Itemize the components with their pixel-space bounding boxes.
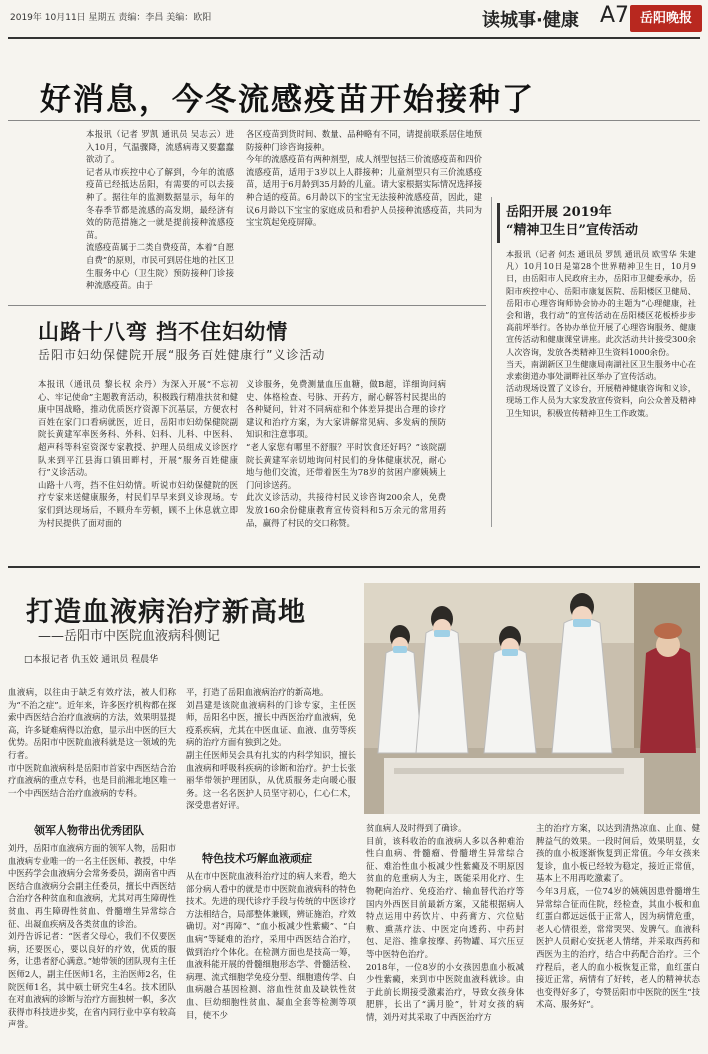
- page-header: [0, 0, 708, 38]
- article3-col1b: 刘丹，岳阳市血液病方面的领军人物，岳阳市血液病专业唯一的一名主任医师、教授，中华中医药学会血液病分会常务委员，湖南省中西医结合血液病分会副主任委员，擅长中西医结合治疗各种贫血和血液病，尤其对再生障碍性贫血、再生障碍性贫血、骨髓增生异常综合征、出凝血疾病及各类贫血的诊治。 刘丹告诉记者：“医者父母心，我们不仅要医病，还要医心，要以良好的疗效，优质的服务，让患者舒心满意。”她带领的团队现有主任医师2人，副主任医师1名，主治医师2名，住院医师1名，其中硕士研究生4名。技术团队在对血液病的诊断与治疗方面独树一帜，多次获得市科技进步奖，在省内同行业中享有较高声誉。: [8, 843, 176, 1030]
- sidebar-title: 岳阳开展 2019年 “精神卫生日”宣传活动: [506, 205, 638, 238]
- divider: [8, 566, 700, 568]
- article3-subtitle: ——岳阳市中医院血液病科侧记: [38, 629, 221, 644]
- article2-subtitle: 岳阳市妇幼保健院开展“服务百姓健康行”义诊活动: [38, 348, 326, 362]
- headline-flu-vaccine: 好消息，今冬流感疫苗开始接种了: [40, 82, 535, 118]
- divider: [8, 120, 700, 121]
- page-number: A7: [600, 3, 630, 28]
- article1-col1: 本报讯（记者 罗凯 通讯员 吴志云）进入10月，气温骤降，流感病毒又要蠢蠢欲动了。 记者从市疾控中心了解到，今年的流感疫苗已经抵达岳阳，有需要的可以去接种了。据往年的监测数据显示，每年的冬春季节都是流感的高发期，最经济有效的防范措施之一就是提前接种流感疫苗。 流感疫苗属于二类自费疫苗，本着“自愿自费”的原则，市民可到居住地的社区卫生服务中心（卫生院）预防接种门诊接种流感疫苗。由于: [86, 129, 234, 291]
- photo-illustration: [364, 583, 700, 814]
- article2-col2: 义诊服务，免费测量血压血糖，做B超，详细询问病史、体格检查、号脉、开药方，耐心解答村民提出的各种疑问，针对不同病症和个体差异提出合理的诊疗建议和治疗方案，为大家讲解常见病、多发病的预防知识和注意事项。 “老人家您有哪里不舒服？平时饮食还好吗？”该院副院长黄建军亲切地询问村民们的身体健康状况，耐心地与他们交流，还带着医生为78岁的贫困户廖姨姨上门问诊送药。 此次义诊活动，共接待村民义诊咨询200余人，免费发放160余份健康教育宣传资料和5万余元的常用药品，赢得了村民的交口称赞。: [246, 379, 446, 528]
- article2-col1: 本报讯（通讯员 黎长权 余丹）为深入开展“不忘初心、牢记使命”主题教育活动，积极践行精准扶贫和健康中国战略，推动优质医疗资源下沉基层，方便农村百姓在家门口看病就医，近日，岳阳市妇幼保健院副院长黄建军率医务科、外科、妇科、儿科、中医科、超声科等科室资深专家教授、护理人员组成义诊医疗队来到平江县海口镇田畔村，开展“服务百姓健康行”义诊活动。 山路十八弯，挡不住妇幼情。听说市妇幼保健院的医疗专家来送健康服务，村民们早早来到义诊现场。专家们到达现场后，不顾舟车劳顿，顾不上休息就立即为村民提供了面对面的: [38, 379, 238, 528]
- article3-col3: 贫血病人及时得到了确诊。 目前，该科收治的血液病人多以各种难治性白血病、骨髓瘤、骨髓增生异常综合征、难治性血小板减少性紫癜及不明原因贫血的危重病人为主，既能采用化疗、生物靶向治疗、免疫治疗、输血替代治疗等国内外西医目前最新方案，又能根据病人特点运用中药饮片、中药膏方、穴位贴敷、熏蒸疗法、中医定向透药、中药封包、足浴、推拿按摩、药物罐、耳穴压豆等中医特色治疗。 2018年，一位8岁的小女孩因患血小板减少性紫癜，来到市中医院血液科就诊。由于此前长期接受激素治疗，导致女孩身体肥胖，长出了“满月脸”，针对女孩的病情，刘丹对其采取了中西医治疗方: [366, 823, 524, 1022]
- article3-subhead-2: 特色技术巧解血液顽症: [202, 852, 312, 865]
- divider: [8, 305, 486, 306]
- sidebar-body: 本报讯（记者 何杰 通讯员 罗凯 通讯员 欧雪华 朱建凡）10月10日是第28个世界精神卫生日，10月9日，由岳阳市人民政府主办，岳阳市卫健委承办，岳阳市疾控中心、岳阳市康复医院、岳阳楼区卫健局、岳阳市心理咨询师协会协办的主题为“心理健康，社会和谐，我行动”的宣传活动在岳阳楼区花板桥步步高前坪举行。各协办单位开展了心理咨询服务、健康宣传活动和健康课堂讲座。此次活动共计接受300余人次咨询，发放各类精神卫生资料1000余份。 当天，南湖新区卫生健康局南湖社区卫生服务中心在求索街道办事处湖畔社区举办了宣传活动。 活动现场设置了义诊台，开展精神健康咨询和义诊，现场工作人员为大家发放宣传资料，向公众普及精神卫生知识，积极宣传精神卫生工作政策。: [506, 249, 696, 418]
- date-line: 2019年 10月11日 星期五 责编：李昌 美编：欧阳: [10, 13, 212, 23]
- article3-title: 打造血液病治疗新高地: [26, 597, 306, 628]
- article2-title: 山路十八弯 挡不住妇幼情: [38, 319, 289, 344]
- article3-subhead-1: 领军人物带出优秀团队: [34, 824, 144, 837]
- newspaper-logo: 岳阳晚报: [630, 5, 702, 32]
- article3-col2: 平，打造了岳阳血液病治疗的新高地。 刘昌建是该院血液病科的门诊专家，主任医师，岳阳名中医，擅长中西医治疗血液病，免疫系疾病，尤其在中医血证、血液、血劳等疾病的治疗方面有独到之处。 副主任医师吴会具有扎实的内科学知识，擅长血液病和呼吸科疾病的诊断和治疗。护士长张丽华带领护理团队，从优质服务走向暖心服务。这一名名医护人员坚守初心，仁心仁术，深受患者好评。: [186, 687, 356, 811]
- article3-col2b: 从在市中医院血液科治疗过的病人来看，绝大部分病人看中的就是市中医院血液病科的特色技术。先进的现代诊疗手段与传统的中医诊疗方法相结合，局部整体兼顾，辨证施治，疗效确切。对“再障”、“血小板减少性紫癜”、“白血病”等疑难的治疗，采用中西医结合治疗，做到治疗个体化。在检测方面也是技高一筹，血液科能开展的骨髓细胞形态学、骨髓活检、病理、流式细胞学免疫分型、细胞遗传学、白血病融合基因检测、溶血性贫血及缺铁性贫血、巨幼细胞性贫血、凝血全套等检测等项目，使不少: [186, 871, 356, 1020]
- section-title: 读城事·健康: [482, 10, 579, 31]
- article3-col4: 主的治疗方案，以达到清热凉血、止血、健脾益气的效果。一段时间后，效果明显，女孩的血小板逐渐恢复到正常值。今年女孩来复诊，血小板已经较为稳定，接近正常值，基本上不用再吃激素了。 今年3月底，一位74岁的姨姨因患骨髓增生异常综合征而住院，经检查，其血小板和血红蛋白都远远低于正常人，因为病情危重，老人心情很差，常常哭哭、发脾气。血液科医护人员耐心安抚老人情绪，并采取西药和西医为主的治疗，结合中药配合治疗。三个疗程后，老人的血小板恢复正常，血红蛋白接近正常，病情有了好转，老人的精神状态也变得好多了，夸赞岳阳市中医院的医生“技术高、服务好”。: [536, 823, 700, 1010]
- article1-col2: 各区疫苗到货时间、数量、品种略有不同，请提前联系居住地预防接种门诊咨询接种。 今年的流感疫苗有两种剂型，成人剂型包括三价流感疫苗和四价流感疫苗，适用于3岁以上人群接种；儿童剂型只有三价流感疫苗，适用于6月龄到35月龄的儿童。请大家根据实际情况选择接种合适的疫苗。6月龄以下的宝宝无法接种流感疫苗，因此，建议6月龄以下宝宝的家庭成员和看护人员接种流感疫苗，共同为宝宝筑起免疫屏障。: [246, 129, 482, 228]
- article3-col1: 血液病，以往由于缺乏有效疗法，被人们称为“不治之症”。近年来，许多医疗机构都在探索中西医结合治疗血液病的方法，效果明显提高，许多疑难病得以治愈，显示出中医的巨大优势。岳阳市中医院血液科就是这一领域的先行者。 市中医院血液病科是岳阳市首家中西医结合治疗血液病的重点专科，也是目前湘北地区唯一一个中西医结合治疗血液病的专科。: [8, 687, 176, 798]
- header-divider: [8, 37, 700, 39]
- article3-byline: □本报记者 仇玉姣 通讯员 程晨华: [24, 655, 159, 665]
- sidebar-accent-bar: [497, 203, 500, 243]
- photo-medical-team: [364, 583, 700, 814]
